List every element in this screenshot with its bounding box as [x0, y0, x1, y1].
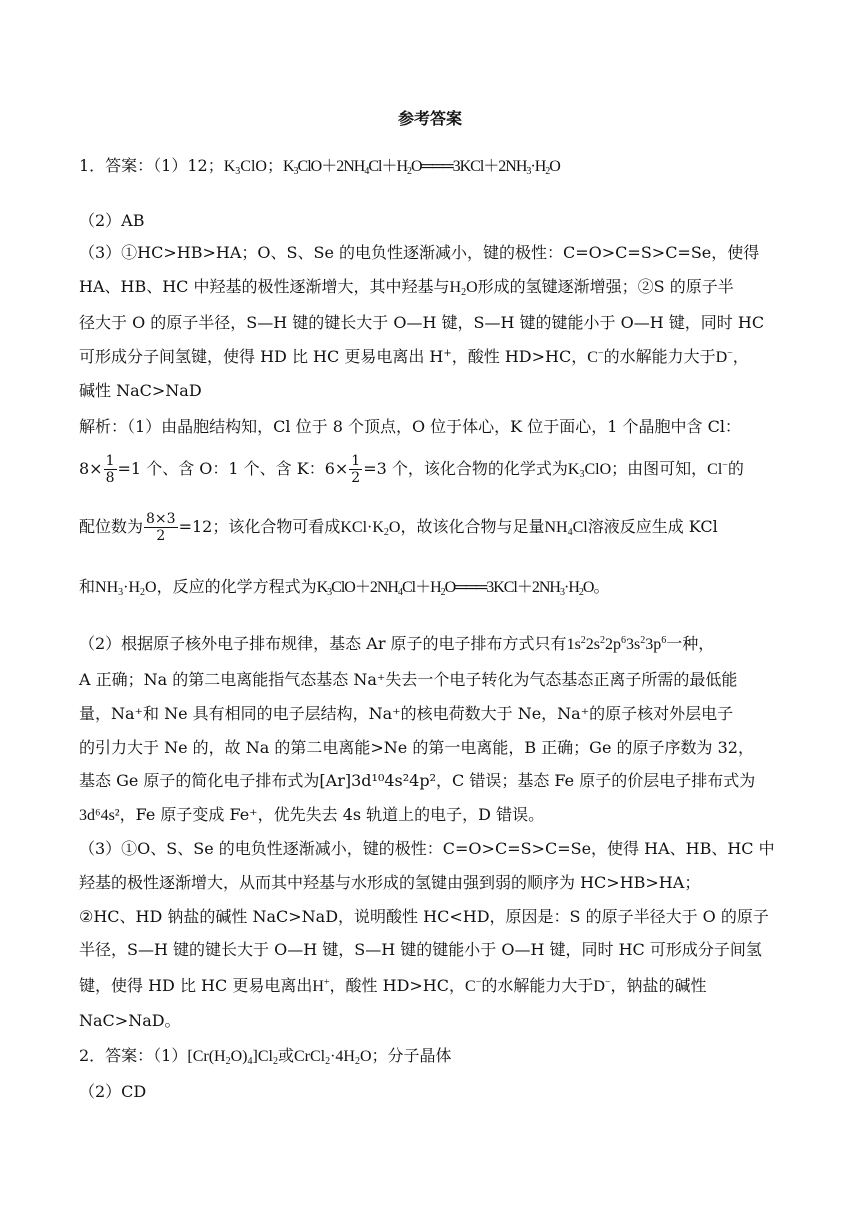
- text-span: =3 个，该化合物的化学式为: [363, 459, 568, 478]
- analysis-p3-line5: [79, 976, 779, 997]
- text-span: ，钠盐的碱性: [610, 976, 707, 995]
- analysis-line4: [79, 577, 779, 598]
- ion-d-minus: D−: [715, 348, 733, 366]
- text-span: 。: [593, 577, 610, 596]
- analysis-line3: [79, 510, 779, 545]
- text-span: 的: [727, 459, 744, 478]
- formula-k3clo: $K_3ClO$: [567, 461, 612, 480]
- formula-crcl2-hydrate: $CrCl_2\cdot 4H_2O$: [293, 1048, 372, 1067]
- text-span: ；分子晶体: [371, 1046, 452, 1065]
- text-span: 或: [277, 1046, 294, 1065]
- formula-nh4cl: $NH_4Cl$: [544, 519, 588, 538]
- q1-part3-line2: [79, 277, 779, 298]
- ion-c-minus: C−: [587, 348, 604, 366]
- analysis-p3-line2: 羟基的极性逐渐增大，从而其中羟基与水形成的氢键由强到弱的顺序为 HC>HB>HA；: [79, 873, 701, 892]
- equation-q1: $K_3ClO+2NH_4Cl+H_2O═══3KCl+2NH_3\cdot H_2O$: [282, 158, 560, 177]
- page-title: 参考答案: [397, 109, 462, 128]
- text-span: 配位数为: [79, 517, 144, 536]
- ion-c-minus: C−: [465, 977, 482, 995]
- ion-cl-minus: Cl−: [707, 460, 728, 478]
- text-span: 和: [79, 577, 96, 596]
- text-span: 键，使得 HD 比 HC 更易电离出: [79, 976, 313, 995]
- q1-lead: 1．答案：（1）12；: [79, 156, 224, 175]
- text-span: 可形成分子间氢键，使得 HD 比 HC 更易电离出 H: [79, 347, 444, 366]
- q1-part3-line3: 径大于 O 的原子半径，S—H 键的键长大于 O—H 键，S—H 键的键能小于 O—H 键，同时 HC: [79, 313, 765, 332]
- q1-part3-line4: 可形成分子间氢键，使得 HD 比 HC 更易电离出 H+，酸性 HD>HC，C−的水解能力大于D−，: [79, 347, 749, 366]
- fraction-1-2: [349, 453, 362, 486]
- q1-sep: ；: [266, 156, 283, 175]
- text-span: =12；该化合物可看成: [178, 517, 341, 536]
- analysis-p3-line6: NaC>NaD。: [79, 1011, 181, 1030]
- config-ar: $1s^22s^22p^63s^23p^6$: [566, 635, 667, 653]
- text-span: 的水解能力大于: [603, 347, 716, 366]
- analysis-p3-line3: ②HC、HD 钠盐的碱性 NaC>NaD，说明酸性 HC<HD，原因是：S 的原子半径大于 O 的原子: [79, 907, 769, 926]
- text-span: 8: [105, 470, 115, 486]
- text-span: ，酸性 HD>HC，: [329, 976, 466, 995]
- analysis-p2-line5: 基态 Ge 原子的简化电子排布式为[Ar]3d¹⁰4s²4p²，C 错误；基态 Fe 原子的价层电子排布式为: [79, 771, 756, 790]
- text-span: （2）根据原子核外电子排布规律，基态 Ar 原子的电子排布方式只有: [79, 634, 567, 653]
- text-span: 8×3: [146, 511, 176, 527]
- formula-kcl-k2o: $KCl\cdot K_2O$: [340, 519, 401, 538]
- formula-h2o: $H_2O$: [449, 279, 478, 298]
- text-span: 8×: [79, 459, 103, 478]
- formula-k3clo: $K_3ClO$: [223, 158, 267, 177]
- equation-analysis: $K_3ClO+2NH_4Cl+H_2O═══3KCl+2NH_3\cdot H_2O$: [316, 579, 594, 598]
- text-span: 形成的氢键逐渐增强；②S 的原子半: [477, 277, 734, 296]
- formula-cr-complex: $[Cr(H_2O)_4]Cl_2$: [187, 1048, 278, 1067]
- text-span: 2．答案：（1）: [79, 1046, 188, 1065]
- analysis-p2-line4: 的引力大于 Ne 的，故 Na 的第二电离能>Ne 的第一电离能，B 正确；Ge 的原子序数为 32，: [79, 738, 754, 757]
- text-span: 1: [351, 453, 361, 469]
- fraction-8x3-2: [144, 511, 178, 544]
- text-span: 的水解能力大于: [481, 976, 594, 995]
- analysis-p2-line6: [79, 805, 779, 826]
- analysis-p2-line3: 量，Na⁺和 Ne 具有相同的电子层结构，Na⁺的核电荷数大于 Ne，Na⁺的原子核对外层电子: [79, 704, 734, 723]
- text-span: ，反应的化学方程式为: [156, 577, 317, 596]
- analysis-p2-line1: [79, 634, 779, 655]
- analysis-p3-line4: 半径，S—H 键的键长大于 O—H 键，S—H 键的键能小于 O—H 键，同时 HC 可形成分子间氢: [79, 940, 762, 959]
- analysis-line2: [79, 452, 779, 487]
- text-span: ，Fe 原子变成 Fe⁺，优先失去 4s 轨道上的电子，D 错误。: [119, 805, 545, 824]
- formula-nh3-h2o: $NH_3\cdot H_2O$: [95, 579, 157, 598]
- ion-d-minus: D−: [593, 977, 611, 995]
- analysis-p2-line2: A 正确；Na 的第二电离能指气态基态 Na⁺失去一个电子转化为气态基态正离子所需的最低能: [79, 670, 738, 689]
- analysis-p3-line1: （3）①O、S、Se 的电负性逐渐减小，键的极性：C=O>C=S>C=Se，使得 HA、HB、HC 中: [79, 839, 775, 858]
- fraction-1-8: [104, 453, 117, 486]
- q2-part2: （2）CD: [79, 1082, 147, 1101]
- q1-part2: （2）AB: [79, 211, 145, 230]
- text-span: HA、HB、HC 中羟基的极性逐渐增大，其中羟基与: [79, 277, 450, 296]
- analysis-line1: 解析：（1）由晶胞结构知，Cl 位于 8 个顶点，O 位于体心，K 位于面心，1 个晶胞中含 Cl：: [79, 417, 741, 436]
- q1-part3-line1: （3）①HC>HB>HA；O、S、Se 的电负性逐渐减小，键的极性：C=O>C=S>C=Se，使得: [79, 243, 760, 262]
- ion-h-plus: H+: [312, 977, 330, 995]
- q1-answer-line: [79, 156, 779, 177]
- q1-part3-line5: 碱性 NaC>NaD: [79, 381, 202, 400]
- text-span: 3d⁶4s²: [79, 807, 120, 824]
- text-span: 一种，: [666, 634, 715, 653]
- text-span: =1 个、含 O：1 个、含 K：6×: [117, 459, 349, 478]
- text-span: 溶液反应生成 KCl: [587, 517, 718, 536]
- q2-answer-line: [79, 1046, 779, 1067]
- text-span: ，酸性 HD>HC，: [451, 347, 588, 366]
- text-span: ；由图可知，: [611, 459, 708, 478]
- text-span: 1: [105, 453, 115, 469]
- text-span: ，故该化合物与足量: [400, 517, 545, 536]
- text-span: 2: [351, 470, 361, 486]
- text-span: 2: [156, 528, 166, 544]
